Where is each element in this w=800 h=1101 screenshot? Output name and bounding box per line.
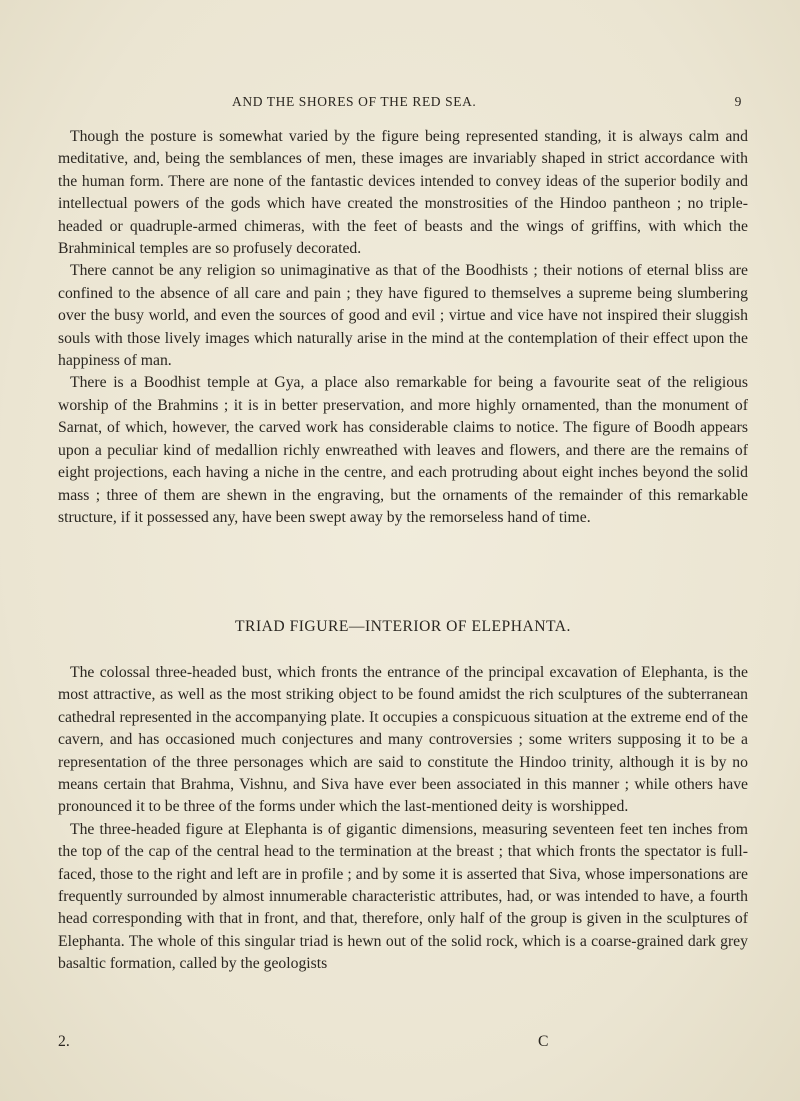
signature-letter: C xyxy=(538,1033,549,1050)
paragraph: The colossal three-headed bust, which fronts the entrance of the principal excavation of Elephanta, is the most attractive, as well as the most striking object to be found amidst the rich sculptures of the subterranean cathedral represented in the accompanying plate. It occupies a conspicuous situation at the extreme end of the cavern, and has occasioned much conjectures and many controversies ; some writers supposing it to be a representation of the three personages which are said to constitute the Hindoo trinity, although it is by no means certain that Brahma, Vishnu, and Siva have ever been associated in this manner ; while others have pronounced it to be three of the forms under which the last-mentioned deity is worshipped. xyxy=(58,664,748,816)
body-text-bottom xyxy=(58,662,748,976)
paragraph: There is a Boodhist temple at Gya, a place also remarkable for being a favourite seat of the religious worship of the Brahmins ; it is in better preservation, and more highly ornamented, than the monument of Sarnat, of which, however, the carved work has considerable claims to notice. The figure of Boodh appears upon a peculiar kind of medallion richly enwreathed with leaves and flowers, and there are the remains of eight projections, each having a niche in the centre, and each protruding about eight inches beyond the solid mass ; three of them are shewn in the engraving, but the ornaments of the remainder of this remarkable structure, if it possessed any, have been swept away by the remorseless hand of time. xyxy=(58,374,748,526)
paragraph: There cannot be any religion so unimaginative as that of the Boodhists ; their notions of eternal bliss are confined to the absence of all care and pain ; they have figured to themselves a supreme being slumbering over the busy world, and even the sources of good and evil ; virtue and vice have not inspired their sluggish souls with those lively images which naturally arise in the mind at the contemplation of their effect upon the happiness of man. xyxy=(58,262,748,370)
page-number: 9 xyxy=(734,94,742,109)
running-head-title: AND THE SHORES OF THE RED SEA. xyxy=(232,94,477,109)
running-head xyxy=(232,94,742,114)
body-text-top xyxy=(58,126,748,529)
section-heading: TRIAD FIGURE—INTERIOR OF ELEPHANTA. xyxy=(235,618,571,635)
signature-line xyxy=(58,1033,748,1055)
paragraph: The three-headed figure at Elephanta is of gigantic dimensions, measuring seventeen feet ten inches from the top of the cap of the central head to the termination at the breast ; that which fronts the spectator is full-faced, those to the right and left are in profile ; and by some it is asserted that Siva, whose impersonations are frequently surrounded by almost innumerable characteristic attributes, had, or was intended to have, a fourth head corresponding with that in front, and that, therefore, only half of the group is given in the sculptures of Elephanta. The whole of this singular triad is hewn out of the solid rock, which is a coarse-grained dark grey basaltic formation, called by the geologists xyxy=(58,820,748,973)
signature-number: 2. xyxy=(58,1033,70,1050)
paragraph: Though the posture is somewhat varied by the figure being represented standing, it is always calm and meditative, and, being the semblances of men, these images are invariably shaped in strict accordance with the human form. There are none of the fantastic devices intended to convey ideas of the superior bodily and intellectual powers of the gods which have created the monstrosities of the Hindoo pantheon ; no triple-headed or quadruple-armed chimeras, with the feet of beasts and the wings of griffins, with which the Brahminical temples are so profusely decorated. xyxy=(58,128,748,258)
